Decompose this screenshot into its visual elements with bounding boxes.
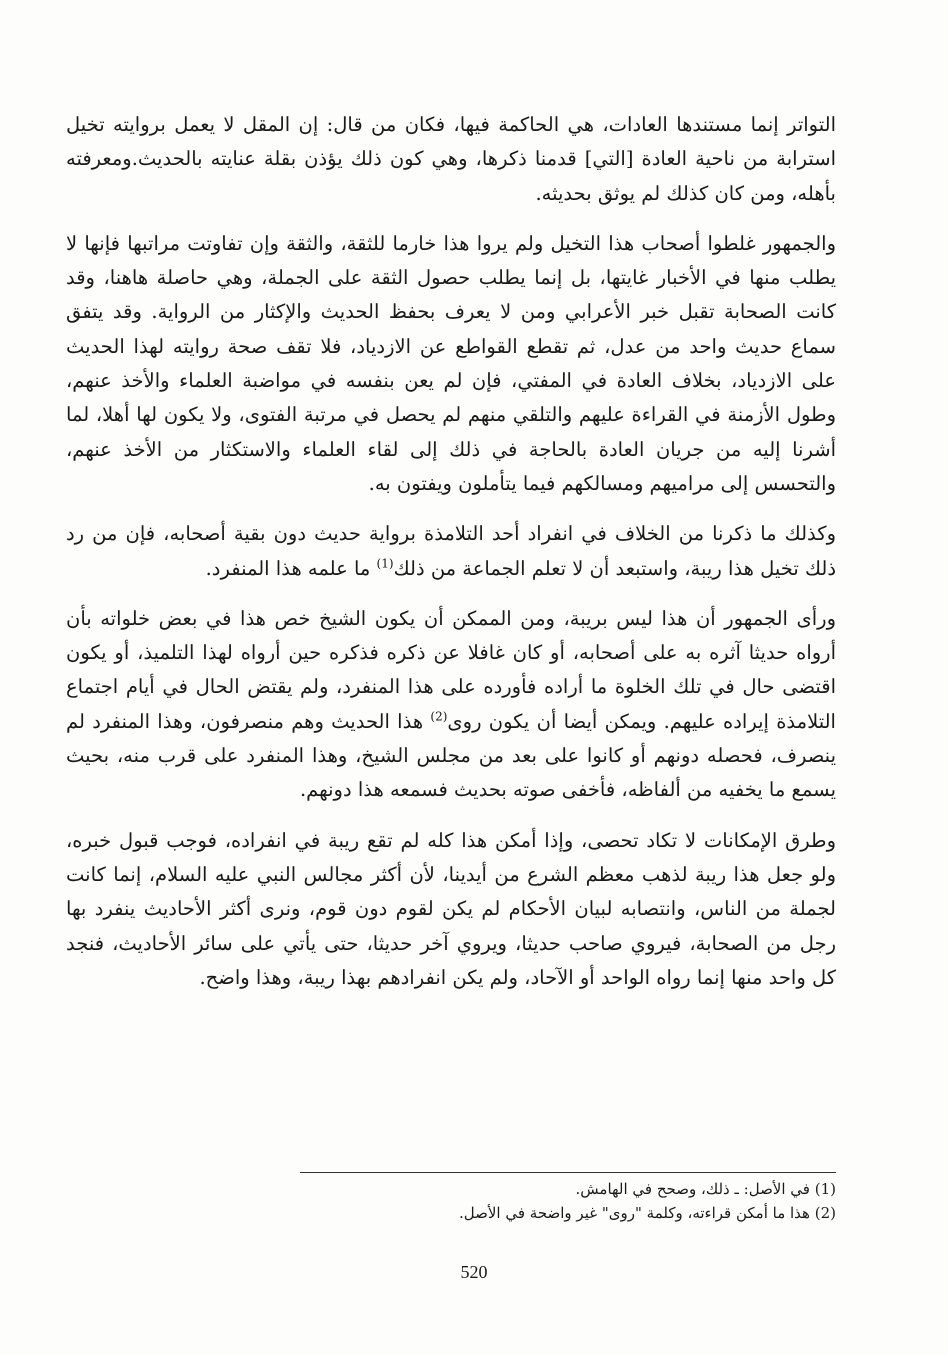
- footnotes: [300, 1172, 836, 1225]
- paragraph-text: وطرق الإمكانات لا تكاد تحصى، وإذا أمكن هذا كله لم تقع ريبة في انفراده، فوجب قبول خبره، ولو جعل هذا ريبة لذهب معظم الشرع من أيدينا، لأن أكثر مجالس النبي عليه السلام، إنما كانت لجملة من الناس، وانتصابه لبيان الأحكام لم يكن لقوم دون قوم، ونرى أكثر الأحاديث ينفرد بها رجل من الصحابة، فيروي صاحب حديثا، ويروي آخر حديثا، حتى يأتي على سائر الأحاديث، فنجد كل واحد منها إنما رواه الواحد أو الآحاد، ولم يكن انفرادهم بهذا ريبة، وهذا واضح.: [66, 828, 836, 989]
- page-number: 520: [460, 1262, 488, 1282]
- paragraph-text: والجمهور غلطوا أصحاب هذا التخيل ولم يروا هذا خارما للثقة، والثقة وإن تفاوتت مراتبها فإنها لا يطلب منها في الأخبار غايتها، بل إنما يطلب حصول الثقة على الجملة، وهي حاصلة هاهنا، وقد كانت الصحابة تقبل خبر الأعرابي ومن لا يعرف بحفظ الحديث والإكثار من الرواية. وقد يتفق سماع حديث واحد من عدل، ثم تقطع القواطع عن الازدياد، فلا تقف صحة روايته لهذا الحديث على الازدياد، بخلاف العادة في المفتي، فإن لم يعن بنفسه في مواضبة العلماء والأخذ عنهم، وطول الأزمنة في القراءة عليهم والتلقي منهم لم يحصل في مرتبة الفتوى، ولا يكون لها أهلا، لما أشرنا إليه من جريان العادة بالحاجة في ذلك إلى لقاء العلماء والاستكثار من الأخذ عنهم، والتحسس إلى مراميهم ومسالكهم فيما يتأملون ويفتون به.: [66, 231, 836, 495]
- paragraph-5: [66, 824, 836, 995]
- paragraph-2: [66, 227, 836, 501]
- paragraph-text: هذا الحديث وهم منصرفون، وهذا المنفرد لم ينصرف، فحصله دونهم أو كانوا على بعد من مجلس الشيخ، وهذا المنفرد على قرب منه، بحيث يسمع ما يخفيه من ألفاظه، فأخفى صوته بحديث فسمعه هذا دونهم.: [66, 709, 836, 802]
- paragraph-4: [66, 602, 836, 808]
- paragraph-1: [66, 108, 836, 211]
- footnote-1: (1) في الأصل: ـ ذلك، وصحح في الهامش.: [575, 1180, 836, 1198]
- paragraph-3: [66, 517, 836, 586]
- footnote-ref-2: (2): [430, 709, 448, 724]
- paragraph-text: التواتر إنما مستندها العادات، هي الحاكمة فيها، فكان من قال: إن المقل لا يعمل بروايته تخيل استرابة من ناحية العادة [التي] قدمنا ذكرها، وهي كون ذلك يؤذن بقلة عنايته بالحديث.ومعرفته بأهله، ومن كان كذلك لم يوثق بحديثه.: [66, 113, 836, 205]
- footnote-ref-1: (1): [376, 556, 394, 571]
- paragraph-text: ورأى الجمهور أن هذا ليس بريبة، ومن الممكن أن يكون الشيخ خص هذا في بعض خلواته بأن أرواه حديثا آثره به على أصحابه، أو كان غافلا عن ذكره فذكره حين أرواه لهذا التلميذ، أو يكون اقتضى حال في تلك الخلوة ما أراده فأورده على هذا المنفرد، ولم يقتض الحال في أيام اجتماع التلامذة إيراده عليهم. ويمكن أيضا أن يكون روى: [66, 606, 836, 733]
- footnote-2: (2) هذا ما أمكن قراءته، وكلمة "روى" غير واضحة في الأصل.: [459, 1204, 836, 1222]
- paragraph-text: وكذلك ما ذكرنا من الخلاف في انفراد أحد التلامذة برواية حديث دون بقية أصحابه، فإن من رد ذلك تخيل هذا ريبة، واستبعد أن لا تعلم الجماعة من ذلك: [66, 522, 836, 580]
- main-text: [66, 108, 836, 1011]
- paragraph-text: ما علمه هذا المنفرد.: [205, 556, 377, 580]
